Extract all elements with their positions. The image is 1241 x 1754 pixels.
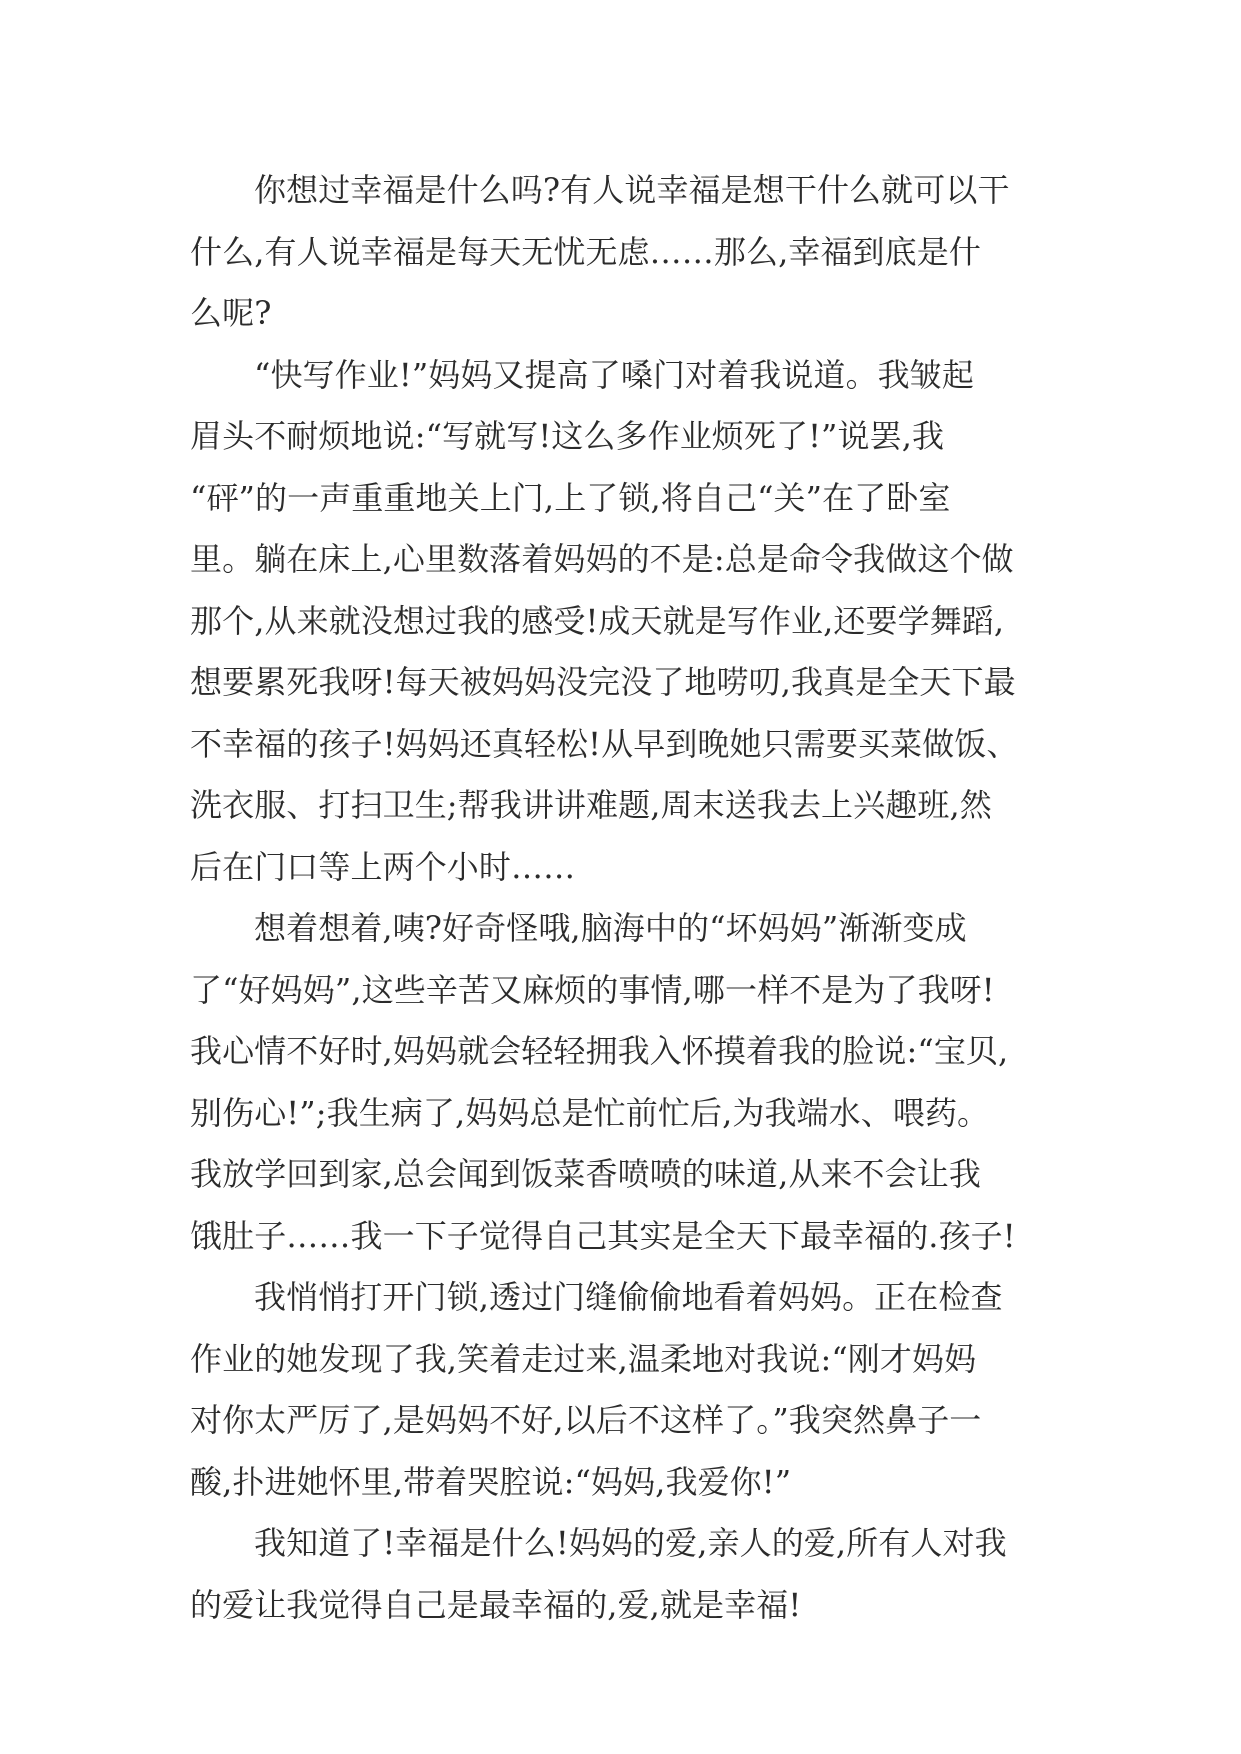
text-line: 了“好妈妈”,这些辛苦又麻烦的事情,哪一样不是为了我呀! (190, 970, 995, 1009)
text-line: “快写作业!”妈妈又提高了嗓门对着我说道。我皱起 (254, 355, 974, 394)
text-line: 对你太严厉了,是妈妈不好,以后不这样了。”我突然鼻子一 (190, 1401, 982, 1439)
text-line: 饿肚子……我一下子觉得自己其实是全天下最幸福的.孩子! (190, 1216, 1016, 1255)
text-line: 那个,从来就没想过我的感受!成天就是写作业,还要学舞蹈, (190, 601, 1005, 640)
text-line: 不幸福的孩子!妈妈还真轻松!从早到晚她只需要买菜做饭、 (190, 724, 1019, 763)
text-line: 的爱让我觉得自己是最幸福的,爱,就是幸福! (190, 1585, 802, 1624)
text-line: 我放学回到家,总会闻到饭菜香喷喷的味道,从来不会让我 (190, 1155, 981, 1193)
text-line: 里。躺在床上,心里数落着妈妈的不是:总是命令我做这个做 (190, 540, 1014, 578)
text-line: 想要累死我呀!每天被妈妈没完没了地唠叨,我真是全天下最 (190, 663, 1016, 701)
text-line: 想着想着,咦?好奇怪哦,脑海中的“坏妈妈”渐渐变成 (254, 909, 967, 947)
essay-body (190, 160, 1060, 1636)
text-line: 你想过幸福是什么吗?有人说幸福是想干什么就可以干 (254, 171, 1010, 209)
text-line: 后在门口等上两个小时…… (190, 847, 576, 886)
text-line: “砰”的一声重重地关上门,上了锁,将自己“关”在了卧室 (190, 478, 951, 517)
text-line: 别伤心!”;我生病了,妈妈总是忙前忙后,为我端水、喂药。 (190, 1093, 990, 1132)
text-line: 眉头不耐烦地说:“写就写!这么多作业烦死了!”说罢,我 (190, 417, 945, 455)
text-line: 我心情不好时,妈妈就会轻轻拥我入怀摸着我的脸说:“宝贝, (190, 1032, 1009, 1070)
text-line: 么呢? (190, 294, 272, 332)
text-line: 洗衣服、打扫卫生;帮我讲讲难题,周末送我去上兴趣班,然 (190, 786, 992, 824)
text-line: 我悄悄打开门锁,透过门缝偷偷地看着妈妈。正在检查 (254, 1278, 1003, 1316)
text-line: 酸,扑进她怀里,带着哭腔说:“妈妈,我爱你!” (190, 1462, 792, 1501)
text-line: 作业的她发现了我,笑着走过来,温柔地对我说:“刚才妈妈 (190, 1339, 977, 1378)
text-line: 什么,有人说幸福是每天无忧无虑……那么,幸福到底是什 (190, 232, 981, 271)
text-line: 我知道了!幸福是什么!妈妈的爱,亲人的爱,所有人对我 (254, 1524, 1007, 1562)
